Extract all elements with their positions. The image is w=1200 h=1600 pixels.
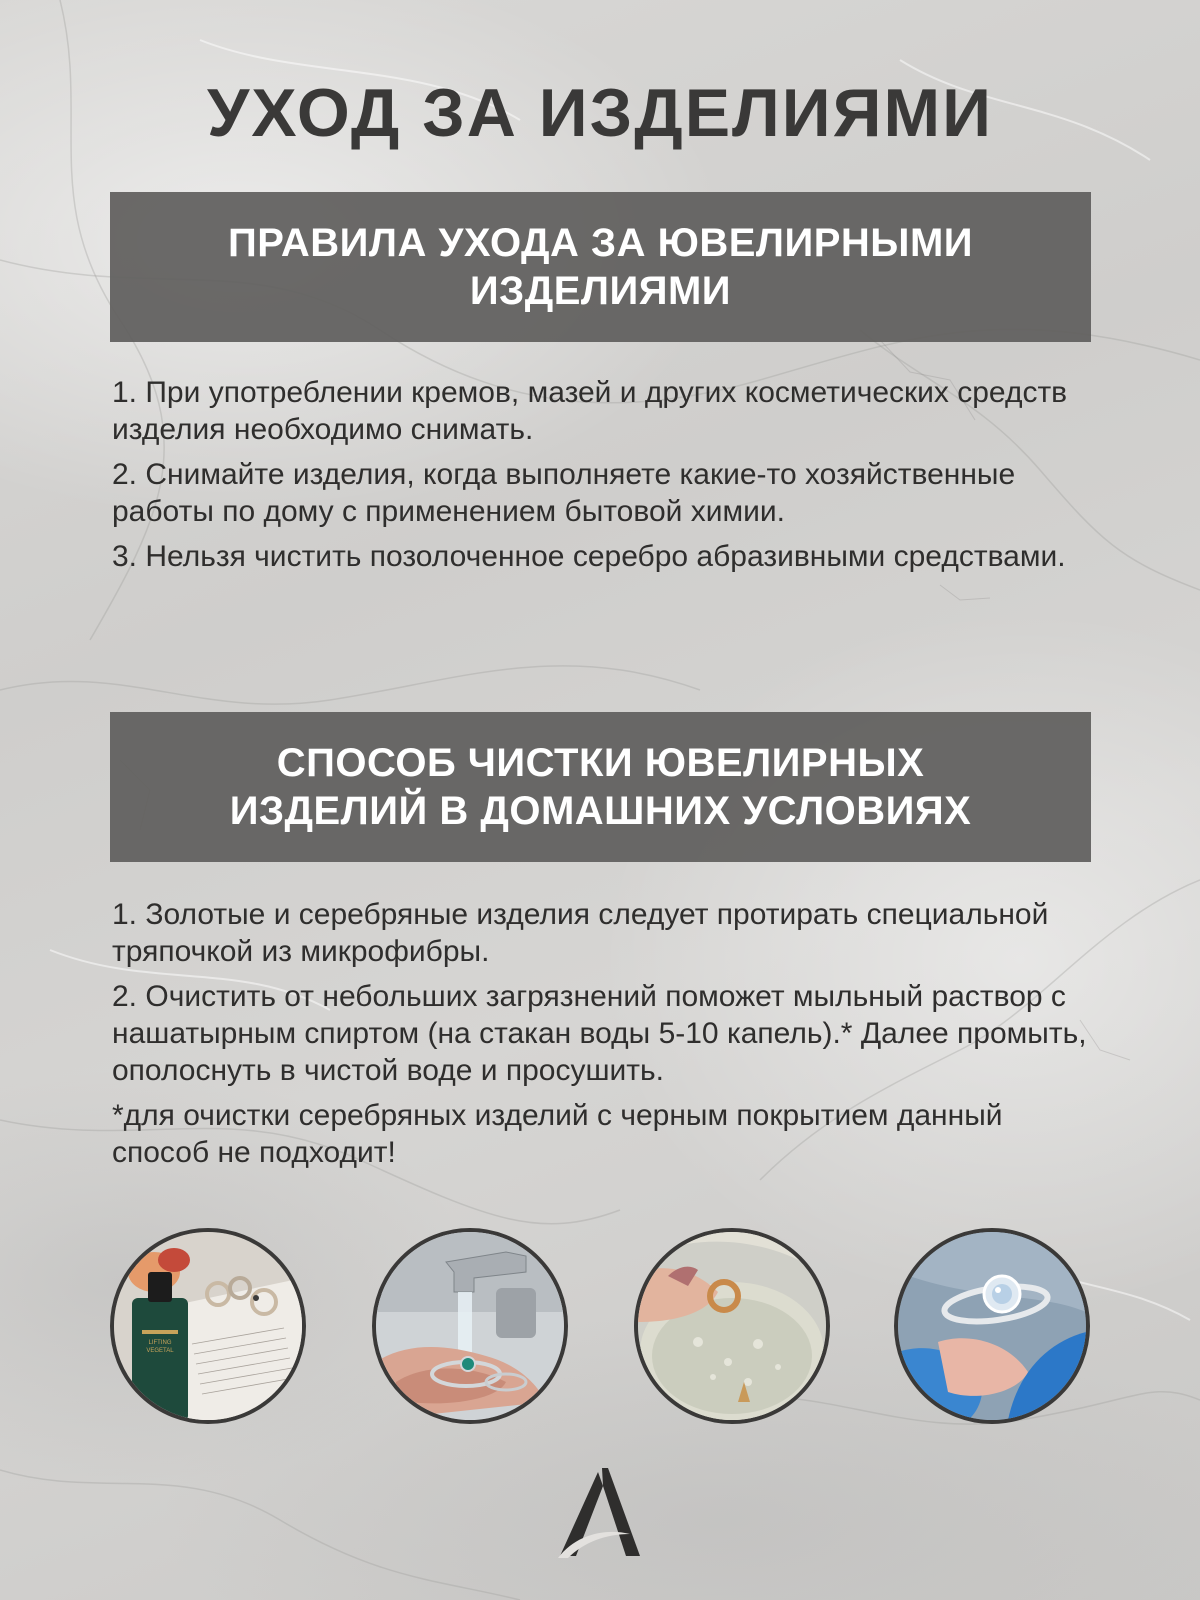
cleaning-note: *для очистки серебряных изделий с черным покрытием данный способ не подходит! — [112, 1099, 1003, 1169]
cleaning-item: 1. Золотые и серебряные изделия следует протирать специальной тряпочкой из микрофибры. — [112, 898, 1049, 968]
ring-in-solution-photo — [634, 1228, 830, 1424]
rule-item: 3. Нельзя чистить позолоченное серебро абразивными средствами. — [112, 540, 1066, 573]
svg-text:LIFTING: LIFTING — [148, 1340, 172, 1346]
cleaning-heading-line2: ИЗДЕЛИЙ В ДОМАШНИХ УСЛОВИЯХ — [229, 789, 972, 833]
rules-heading-line2: ИЗДЕЛИЯМИ — [469, 269, 732, 313]
cleaning-section-heading — [230, 739, 972, 835]
rules-section-banner — [110, 192, 1091, 342]
page-title: УХОД ЗА ИЗДЕЛИЯМИ — [206, 75, 994, 151]
rules-list — [112, 374, 1102, 583]
rules-section-heading — [228, 219, 973, 315]
cleaning-item: 2. Очистить от небольших загрязнений поможет мыльный раствор с нашатырным спиртом (на стакан воды 5-10 капель).* Далее промыть, ополоснуть в чистой воде и просушить. — [112, 980, 1087, 1087]
rules-heading-line1: ПРАВИЛА УХОДА ЗА ЮВЕЛИРНЫМИ — [227, 221, 974, 265]
svg-text:VEGETAL: VEGETAL — [146, 1348, 174, 1354]
cleaning-list — [112, 896, 1102, 1179]
rule-item: 1. При употреблении кремов, мазей и других косметических средств изделия необходимо снимать. — [112, 376, 1068, 446]
microfiber-polishing-photo — [894, 1228, 1090, 1424]
photo-row — [0, 1228, 1200, 1424]
rings-cosmetics-photo — [110, 1228, 306, 1424]
rule-item: 2. Снимайте изделия, когда выполняете какие-то хозяйственные работы по дому с применением бытовой химии. — [112, 458, 1016, 528]
rinsing-ring-under-tap-photo — [372, 1228, 568, 1424]
cleaning-section-banner — [110, 712, 1091, 862]
brand-logo-icon — [556, 1464, 646, 1560]
cleaning-heading-line1: СПОСОБ ЧИСТКИ ЮВЕЛИРНЫХ — [276, 741, 925, 785]
